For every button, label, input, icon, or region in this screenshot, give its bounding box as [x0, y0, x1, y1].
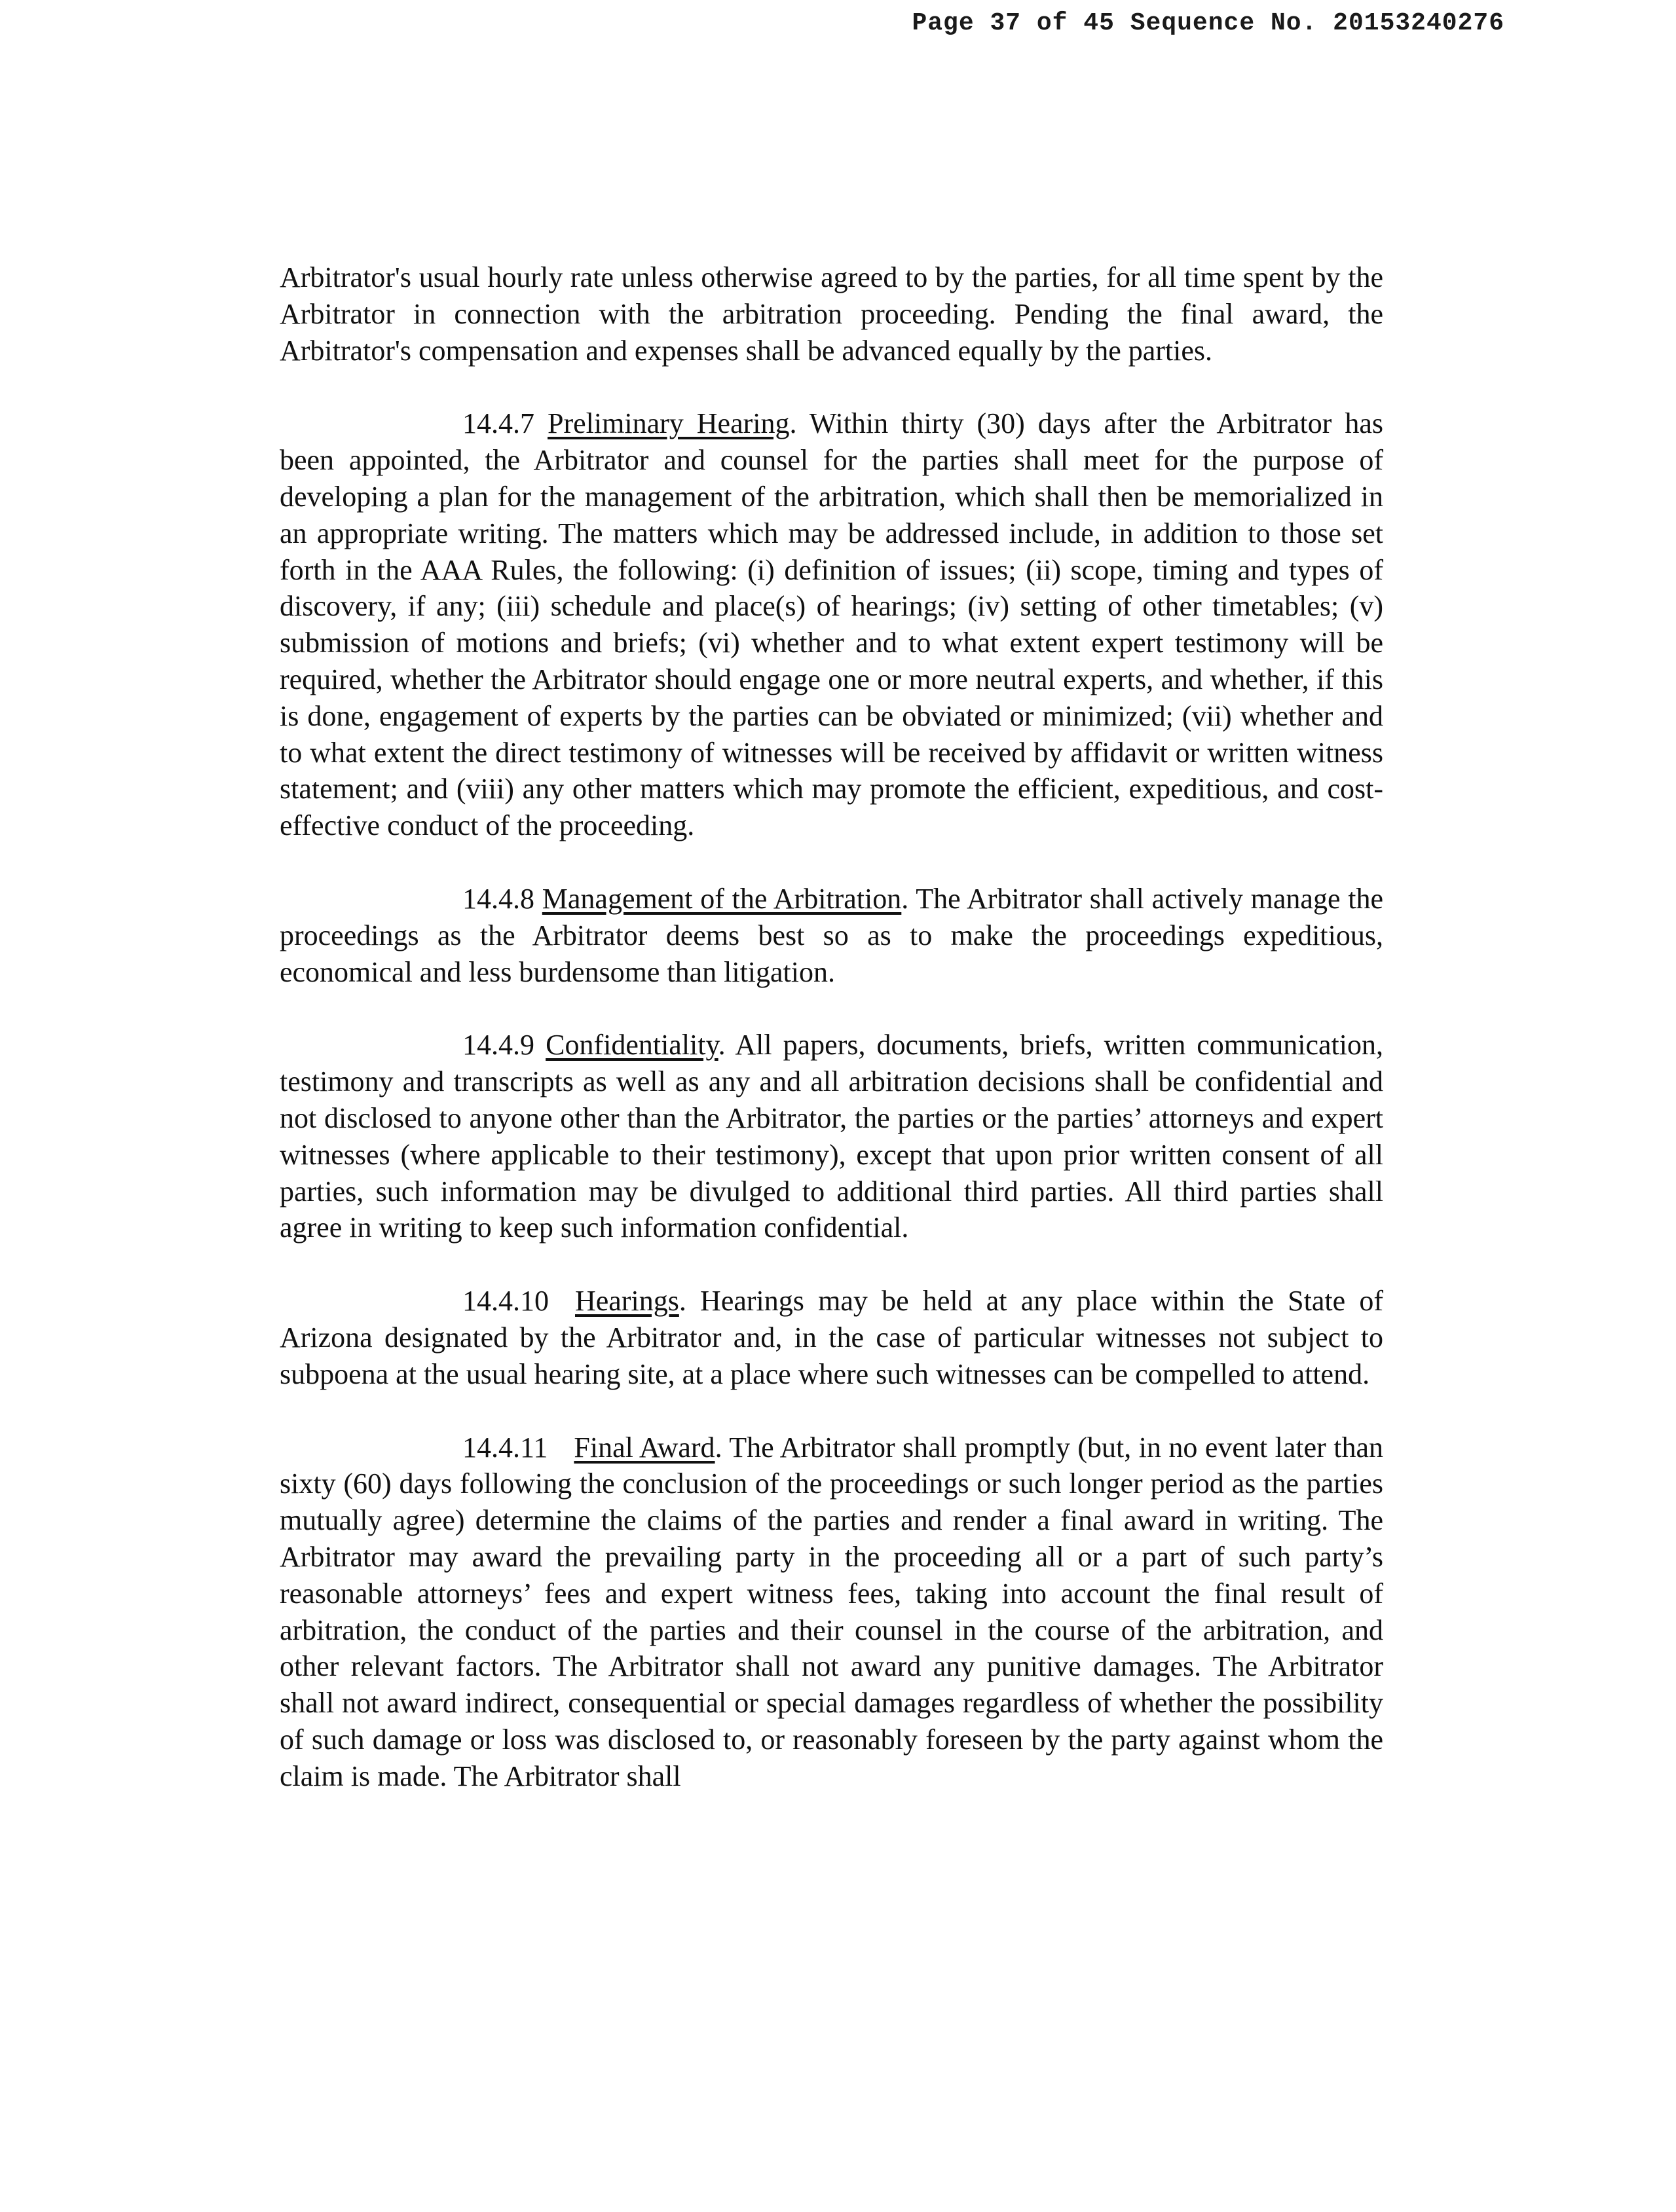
page-sequence-header: Page 37 of 45 Sequence No. 20153240276 — [912, 9, 1504, 37]
section-number: 14.4.10 — [462, 1285, 549, 1318]
section-text: . The Arbitrator shall promptly (but, in no event later than sixty (60) days following the conclusion of the proceedings or such longer period as the parties mutually agree) determine the claims of the parties and render a final award in writing. The Arbitrator may award the prevailing party in the proceeding all or a part of such party’s reasonable attorneys’ fees and expert witness fees, taking into account the final result of arbitration, the conduct of the parties and their counsel in the course of the arbitration, and other relevant factors. The Arbitrator shall not award any punitive damages. The Arbitrator shall not award indirect, consequential or special damages regardless of whether the possibility of such damage or loss was disclosed to, or reasonably foreseen by the party against whom the claim is made. The Arbitrator shall — [280, 1431, 1383, 1792]
section-text: . All papers, documents, briefs, written communication, testimony and transcripts as well as any and all arbitration decisions shall be confidential and not disclosed to anyone other than the Arbitrator, the parties or the parties’ attorneys and expert witnesses (where applicable to their testimony), except that upon prior written consent of all parties, such information may be divulged to additional third parties. All third parties shall agree in writing to keep such information confidential. — [280, 1029, 1383, 1244]
document-body — [280, 259, 1383, 1831]
section-text: . The Arbitrator shall actively manage the proceedings as the Arbitrator deems best so as to make the proceedings expeditious, economical and less burdensome than litigation. — [280, 882, 1383, 988]
section-text: . Hearings may be held at any place within the State of Arizona designated by the Arbitrator and, in the case of particular witnesses not subject to subpoena at the usual hearing site, at a place where such witnesses can be compelled to attend. — [280, 1285, 1383, 1390]
section-number: 14.4.11 — [462, 1431, 548, 1464]
section-heading: Preliminary Hearing — [548, 407, 790, 440]
section-14-4-8-management — [280, 881, 1383, 990]
section-text: . Within thirty (30) days after the Arbitrator has been appointed, the Arbitrator and counsel for the parties shall meet for the purpose of developing a plan for the management of the arbitration, which shall then be memorialized in an appropriate writing. The matters which may be addressed include, in addition to those set forth in the AAA Rules, the following: (i) definition of issues; (ii) scope, timing and types of discovery, if any; (iii) schedule and place(s) of hearings; (iv) setting of other timetables; (v) submission of motions and briefs; (vi) whether and to what extent expert testimony will be required, whether the Arbitrator should engage one or more neutral experts, and whether, if this is done, engagement of experts by the parties can be obviated or minimized; (vii) whether and to what extent the direct testimony of witnesses will be received by affidavit or written witness statement; and (viii) any other matters which may promote the efficient, expeditious, and cost-effective conduct of the proceeding. — [280, 407, 1384, 842]
paragraph-fee-continuation — [280, 259, 1383, 369]
section-number: 14.4.7 — [462, 407, 534, 440]
section-14-4-7-preliminary-hearing — [280, 405, 1383, 844]
section-heading: Management of the Arbitration — [542, 882, 902, 915]
section-heading: Confidentiality — [546, 1029, 718, 1061]
section-14-4-9-confidentiality — [280, 1027, 1383, 1246]
section-heading: Final Award — [574, 1431, 715, 1464]
section-14-4-11-final-award — [280, 1429, 1383, 1795]
section-number: 14.4.8 — [462, 882, 534, 915]
section-14-4-10-hearings — [280, 1283, 1383, 1392]
section-heading: Hearings — [575, 1285, 679, 1318]
section-number: 14.4.9 — [462, 1029, 534, 1061]
paragraph-text: Arbitrator's usual hourly rate unless otherwise agreed to by the parties, for all time spent by the Arbitrator in connection with the arbitration proceeding. Pending the final award, the Arbitrator's compensation and expenses shall be advanced equally by the parties. — [280, 261, 1383, 367]
